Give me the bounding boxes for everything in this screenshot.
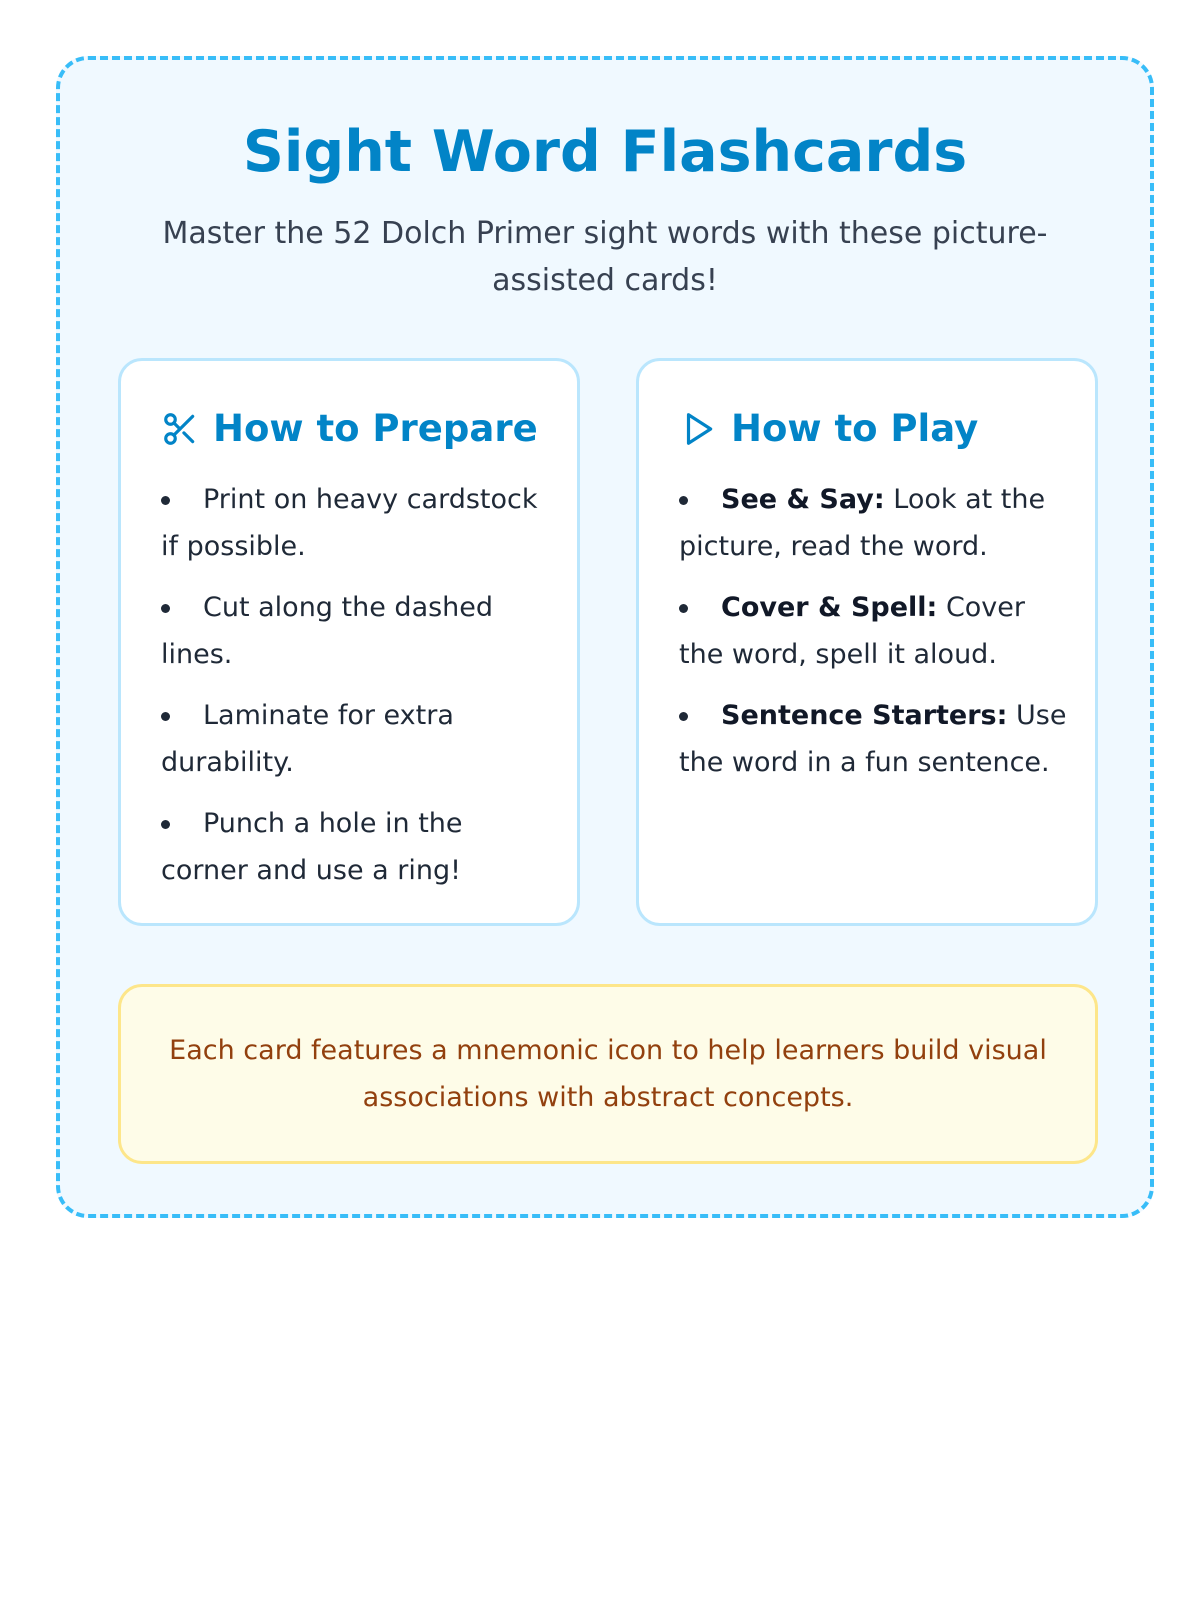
play-item (679, 692, 1067, 786)
prepare-card-header (161, 405, 538, 453)
page-subtitle: Master the 52 Dolch Primer sight words with these picture-assisted cards! (162, 216, 1048, 298)
prepare-item: Print on heavy cardstock if possible. (161, 476, 549, 570)
play-icon (679, 410, 717, 448)
play-item-text: Look at the picture, read the word. (679, 484, 1046, 562)
play-item (679, 476, 1067, 570)
play-item (679, 584, 1067, 678)
prepare-item: Laminate for extra durability. (161, 692, 549, 786)
flashcards-info-sheet (56, 56, 1154, 1218)
play-item-label: Sentence Starters: (721, 700, 1008, 731)
mnemonic-note (118, 984, 1098, 1164)
play-item-label: See & Say: (721, 484, 885, 515)
play-heading: How to Play (731, 407, 979, 450)
play-card-header (679, 405, 978, 453)
prepare-item: Cut along the dashed lines. (161, 584, 549, 678)
scissors-icon (161, 410, 199, 448)
prepare-list (161, 476, 549, 908)
play-card (636, 358, 1098, 926)
prepare-item: Punch a hole in the corner and use a ring! (161, 800, 549, 894)
prepare-card (118, 358, 580, 926)
play-list (679, 476, 1067, 800)
prepare-heading: How to Prepare (213, 407, 538, 450)
page-title: Sight Word Flashcards (242, 119, 968, 185)
play-item-label: Cover & Spell: (721, 592, 938, 623)
play-item-text: Use the word in a fun sentence. (679, 700, 1067, 778)
mnemonic-note-text: Each card features a mnemonic icon to help learners build visual associations with abstract concepts. (169, 1035, 1047, 1113)
play-item-text: Cover the word, spell it aloud. (679, 592, 1025, 670)
